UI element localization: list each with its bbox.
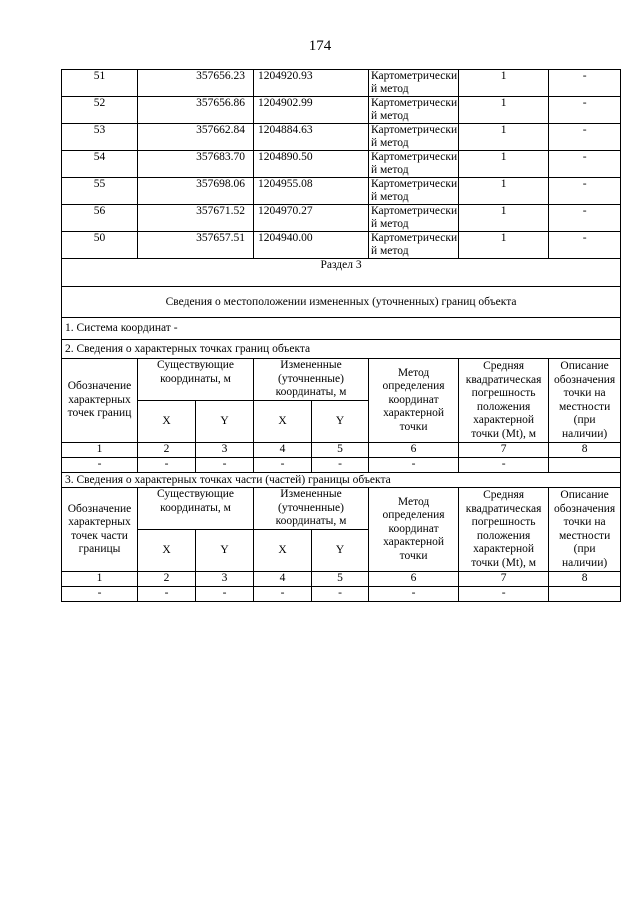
column-number: 3 xyxy=(196,443,254,458)
column-number: 2 xyxy=(138,443,196,458)
table-row xyxy=(62,124,621,151)
point-y: 1204920.93 xyxy=(254,70,369,97)
column-numbers-row xyxy=(62,572,621,587)
header-changed-x: X xyxy=(254,530,312,572)
header-description: Описание обозначения точки на местности (при наличии) xyxy=(549,488,621,572)
column-number: 6 xyxy=(369,572,459,587)
column-number: 6 xyxy=(369,443,459,458)
point-x: 357662.84 xyxy=(138,124,254,151)
point-y: 1204902.99 xyxy=(254,97,369,124)
point-description: - xyxy=(549,97,621,124)
point-description: - xyxy=(549,178,621,205)
table-row xyxy=(62,70,621,97)
point-x: 357656.23 xyxy=(138,70,254,97)
point-description: - xyxy=(549,151,621,178)
point-method: Картометрически й метод xyxy=(369,232,459,259)
point-id: 55 xyxy=(62,178,138,205)
page-number: 174 xyxy=(308,38,332,54)
table-row xyxy=(62,205,621,232)
header-existing-coordinates: Существующие координаты, м xyxy=(138,359,254,401)
point-x: 357671.52 xyxy=(138,205,254,232)
column-number: 5 xyxy=(312,572,369,587)
column-number: 4 xyxy=(254,443,312,458)
point-method: Картометрически й метод xyxy=(369,151,459,178)
coordinate-system: 1. Система координат - xyxy=(62,318,621,340)
points-heading: 2. Сведения о характерных точках границ объекта xyxy=(62,340,621,359)
column-number: 1 xyxy=(62,443,138,458)
column-number: 8 xyxy=(549,443,621,458)
point-accuracy: 1 xyxy=(459,205,549,232)
table-row xyxy=(62,151,621,178)
point-accuracy: 1 xyxy=(459,70,549,97)
table-row xyxy=(62,97,621,124)
header-accuracy: Средняя квадратическая погрешность положения характерной точки (Mt), м xyxy=(459,359,549,443)
point-y: 1204940.00 xyxy=(254,232,369,259)
header-method: Метод определения координат характерной точки xyxy=(369,359,459,443)
point-accuracy: 1 xyxy=(459,97,549,124)
point-id: 51 xyxy=(62,70,138,97)
point-y: 1204890.50 xyxy=(254,151,369,178)
point-accuracy: 1 xyxy=(459,151,549,178)
header-designation: Обозначение характерных точек границ xyxy=(62,359,138,443)
point-y: 1204955.08 xyxy=(254,178,369,205)
column-number: 7 xyxy=(459,443,549,458)
point-accuracy: 1 xyxy=(459,124,549,151)
point-accuracy: 1 xyxy=(459,232,549,259)
parts-heading: 3. Сведения о характерных точках части (частей) границы объекта xyxy=(62,473,621,488)
column-numbers-row xyxy=(62,443,621,458)
point-accuracy: 1 xyxy=(459,178,549,205)
point-id: 52 xyxy=(62,97,138,124)
header-accuracy: Средняя квадратическая погрешность положения характерной точки (Mt), м xyxy=(459,488,549,572)
point-method: Картометрически й метод xyxy=(369,97,459,124)
point-description: - xyxy=(549,205,621,232)
header-changed-coordinates: Измененные (уточненные) координаты, м xyxy=(254,359,369,401)
point-x: 357683.70 xyxy=(138,151,254,178)
column-number: 3 xyxy=(196,572,254,587)
point-x: 357698.06 xyxy=(138,178,254,205)
point-description: - xyxy=(549,124,621,151)
point-x: 357656.86 xyxy=(138,97,254,124)
header-existing-x: X xyxy=(138,401,196,443)
point-description: - xyxy=(549,70,621,97)
header-existing-y: Y xyxy=(196,401,254,443)
header-description: Описание обозначения точки на местности (при наличии) xyxy=(549,359,621,443)
point-method: Картометрически й метод xyxy=(369,70,459,97)
section3-document-table xyxy=(61,69,621,602)
point-method: Картометрически й метод xyxy=(369,124,459,151)
header-existing-y: Y xyxy=(196,530,254,572)
point-id: 54 xyxy=(62,151,138,178)
point-id: 56 xyxy=(62,205,138,232)
column-number: 4 xyxy=(254,572,312,587)
column-number: 2 xyxy=(138,572,196,587)
point-x: 357657.51 xyxy=(138,232,254,259)
point-y: 1204970.27 xyxy=(254,205,369,232)
header-existing-coordinates: Существующие координаты, м xyxy=(138,488,254,530)
table-row xyxy=(62,232,621,259)
point-method: Картометрически й метод xyxy=(369,178,459,205)
header-changed-y: Y xyxy=(312,401,369,443)
point-method: Картометрически й метод xyxy=(369,205,459,232)
column-number: 1 xyxy=(62,572,138,587)
point-id: 53 xyxy=(62,124,138,151)
point-description: - xyxy=(549,232,621,259)
section-title: Раздел 3 xyxy=(62,259,621,287)
column-number: 5 xyxy=(312,443,369,458)
header-changed-coordinates: Измененные (уточненные) координаты, м xyxy=(254,488,369,530)
empty-values-row: - - - - - - - xyxy=(62,458,621,473)
header-designation-part: Обозначение характерных точек части границы xyxy=(62,488,138,572)
header-changed-y: Y xyxy=(312,530,369,572)
column-number: 8 xyxy=(549,572,621,587)
header-changed-x: X xyxy=(254,401,312,443)
point-y: 1204884.63 xyxy=(254,124,369,151)
empty-values-row: - - - - - - - xyxy=(62,587,621,602)
header-existing-x: X xyxy=(138,530,196,572)
header-method: Метод определения координат характерной точки xyxy=(369,488,459,572)
column-number: 7 xyxy=(459,572,549,587)
point-id: 50 xyxy=(62,232,138,259)
table-row xyxy=(62,178,621,205)
section-subtitle: Сведения о местоположении измененных (уточненных) границ объекта xyxy=(62,287,621,318)
